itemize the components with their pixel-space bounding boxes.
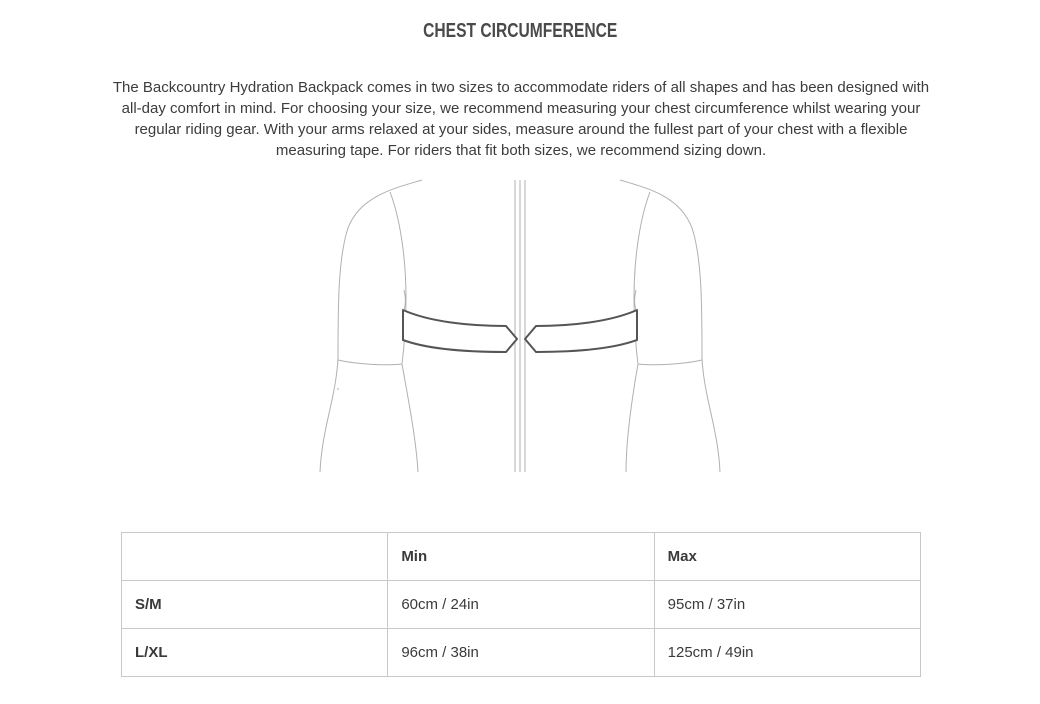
size-cell: S/M xyxy=(122,581,388,629)
table-header-min: Min xyxy=(388,533,654,581)
min-cell: 60cm / 24in xyxy=(388,581,654,629)
min-cell: 96cm / 38in xyxy=(388,629,654,677)
left-arm-lower-inner xyxy=(402,364,418,472)
right-sleeve-cuff xyxy=(638,360,702,365)
right-torso-side xyxy=(635,290,637,310)
size-cell: L/XL xyxy=(122,629,388,677)
tape-left-band xyxy=(403,310,517,352)
left-torso-side xyxy=(404,290,406,310)
table-row xyxy=(122,629,921,677)
left-arm-inner xyxy=(390,192,406,298)
page-title: CHEST CIRCUMFERENCE xyxy=(423,20,618,42)
left-sleeve-cuff xyxy=(338,360,402,365)
table-header-max: Max xyxy=(654,533,920,581)
size-chart-table xyxy=(121,532,921,677)
table-header-row xyxy=(122,533,921,581)
tape-right-band xyxy=(525,310,637,352)
right-arm-lower-inner xyxy=(626,364,638,472)
table-row xyxy=(122,581,921,629)
intro-paragraph: The Backcountry Hydration Backpack comes in two sizes to accommodate riders of all shapes and has been designed with all-day comfort in mind. For choosing your size, we recommend measuring your chest circumference whilst wearing your regular riding gear. With your arms relaxed at your sides, measure around the fullest part of your chest with a flexible measuring tape. For riders that fit both sizes, we recommend sizing down. xyxy=(112,79,930,159)
max-cell: 95cm / 37in xyxy=(654,581,920,629)
right-arm-inner xyxy=(634,192,650,298)
chest-measurement-illustration xyxy=(300,178,740,474)
max-cell: 125cm / 49in xyxy=(654,629,920,677)
table-header-size xyxy=(122,533,388,581)
